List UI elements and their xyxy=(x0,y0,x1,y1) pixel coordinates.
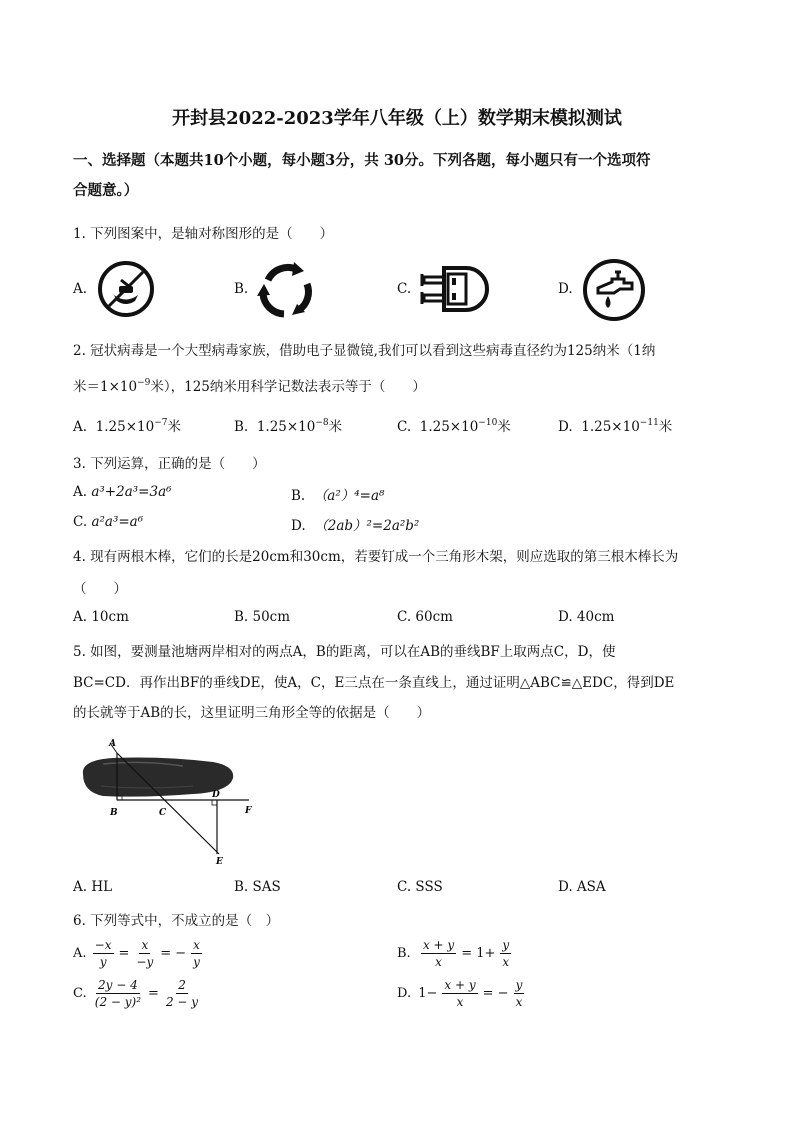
q4-option-b: B. 50cm xyxy=(234,609,291,625)
q1-option-b-label: B. xyxy=(234,281,249,297)
figure-label-f: F xyxy=(245,806,252,816)
q2-option-a: A. $1.25\times 10^{-7}$米 xyxy=(73,418,181,435)
q1-option-d-label: D. xyxy=(558,281,573,297)
q3-option-a: A. a³+2a³=3a⁶ xyxy=(73,484,172,500)
q1-stem: 1. 下列图案中，是轴对称图形的是（ ） xyxy=(73,226,334,242)
plug-icon xyxy=(418,262,492,316)
q2-stem-line2-a: 米＝1×10 xyxy=(73,379,138,395)
figure-label-e: E xyxy=(216,857,223,866)
q4-stem-line1: 4. 现有两根木棒，它们的长是20cm和30cm，若要钉成一个三角形木架，则应选取的第三根木棒长为 xyxy=(73,549,679,565)
figure-label-c: C xyxy=(159,808,167,818)
q6-option-b: B. $\frac{x + y}{x}$ = 1+ $\frac{y}{x}$ xyxy=(397,938,510,969)
figure-label-b: B xyxy=(110,808,118,818)
section-header xyxy=(73,146,733,206)
q3-option-c: C. a²a³=a⁶ xyxy=(73,514,144,530)
q4-stem-line2: （ ） xyxy=(73,581,127,597)
q1-option-c-label: C. xyxy=(397,281,412,297)
page-title: 开封县2022-2023学年八年级（上）数学期末模拟测试 xyxy=(172,108,622,129)
q2-stem-line2 xyxy=(73,375,426,395)
q3-option-b: B. （a²）⁴=a⁸ xyxy=(291,488,385,504)
q5-option-c: C. SSS xyxy=(397,879,443,895)
q4-option-d: D. 40cm xyxy=(558,609,615,625)
q2-option-d: D. $1.25\times 10^{-11}$米 xyxy=(558,418,673,435)
pond-geometry-figure xyxy=(73,736,273,866)
q5-option-d: D. ASA xyxy=(558,879,606,895)
q2-stem-line1: 2. 冠状病毒是一个大型病毒家族，借助电子显微镜,我们可以看到这些病毒直径约为125纳米（1纳 xyxy=(73,343,656,359)
q6-option-d: D. 1− $\frac{x + y}{x}$ = − $\frac{y}{x}$ xyxy=(397,978,523,1009)
q2-option-b: B. $1.25\times 10^{-8}$米 xyxy=(234,418,343,435)
q5-stem-line3: 的长就等于AB的长，这里证明三角形全等的依据是（ ） xyxy=(73,705,431,721)
q6-option-a: A. $\frac{-x}{y}$ = $\frac{x}{-y}$ = − $\frac{x}{y}$ xyxy=(73,938,200,969)
q2-option-c: C. $1.25\times 10^{-10}$米 xyxy=(397,418,511,435)
water-tap-icon xyxy=(582,258,646,322)
q5-option-b: B. SAS xyxy=(234,879,281,895)
q2-stem-line2-b: 米），125纳米用科学记数法表示等于（ ） xyxy=(150,379,426,395)
q5-stem-line2: BC=CD．再作出BF的垂线DE，使A，C，E三点在一条直线上，通过证明△ABC≌△EDC，得到DE xyxy=(73,675,675,691)
q3-stem: 3. 下列运算，正确的是（ ） xyxy=(73,456,266,472)
q6-option-c: C. $\frac{2y - 4}{\text{(2 − y)²}}$ = $\frac{2}{2 - y}$ xyxy=(73,978,199,1009)
section-header-line1: 一、选择题（本题共10个小题，每小题3分，共 30分。下列各题，每小题只有一个选项符 xyxy=(73,152,651,169)
q1-option-a-label: A. xyxy=(73,281,88,297)
recycle-arrows-icon xyxy=(254,260,316,320)
no-pestle-icon xyxy=(97,260,155,318)
q2-stem-exponent: −9 xyxy=(137,378,151,388)
section-header-line2: 合题意。） xyxy=(73,182,139,199)
q3-option-d: D. （2ab）²=2a²b² xyxy=(291,518,420,534)
q5-stem-line1: 5. 如图，要测量池塘两岸相对的两点A，B的距离，可以在AB的垂线BF上取两点C，D，使 xyxy=(73,644,616,660)
figure-label-a: A xyxy=(109,739,116,749)
q4-option-c: C. 60cm xyxy=(397,609,453,625)
q4-option-a: A. 10cm xyxy=(73,609,129,625)
figure-label-d: D xyxy=(212,790,220,800)
q6-stem: 6. 下列等式中，不成立的是（ ） xyxy=(73,913,280,929)
q5-option-a: A. HL xyxy=(73,879,113,895)
